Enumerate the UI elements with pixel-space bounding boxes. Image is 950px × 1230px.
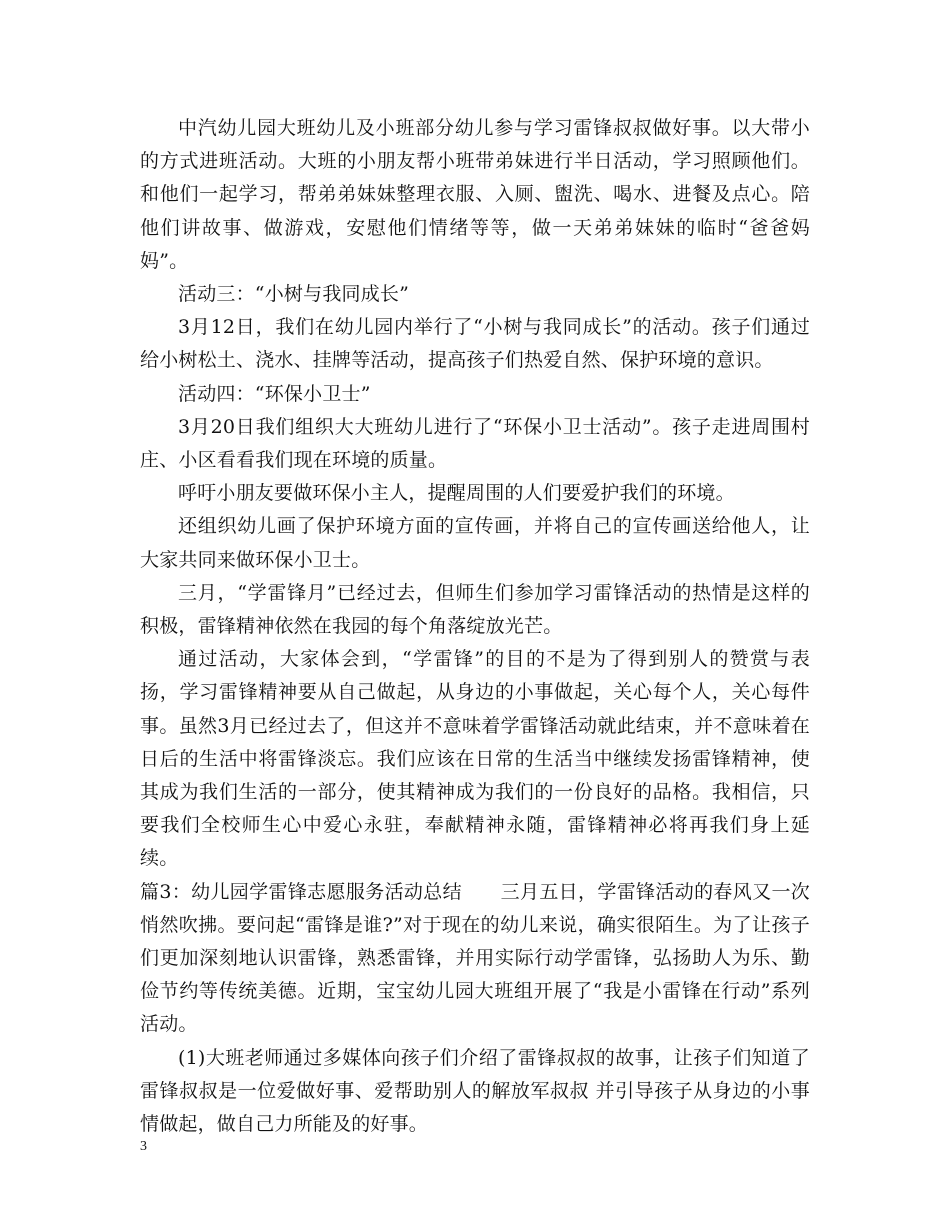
heading-activity-three: 活动三：“小树与我同成长” [178,283,410,306]
document-body [140,112,810,1141]
page-number: 3 [140,1139,147,1154]
paragraph-tree-activity: 3月12日，我们在幼儿园内举行了“小树与我同成长”的活动。孩子们通过给小树松土、浇水、挂牌等活动，提高孩子们热爱自然、保护环境的意识。 [140,316,810,372]
paragraph-march-summary: 三月，“学雷锋月”已经过去，但师生们参加学习雷锋活动的热情是这样的积极，雷锋精神依然在我园的每个角落绽放光芒。 [140,581,810,638]
paragraph-section-three: 篇3：幼儿园学雷锋志愿服务活动总结 三月五日，学雷锋活动的春风又一次悄然吹拂。要问起“雷锋是谁?”对于现在的幼儿来说，确实很陌生。为了让孩子们更加深刻地认识雷锋，熟悉雷锋，并用实际行动学雷锋，弘扬助人为乐、勤俭节约等传统美德。近期，宝宝幼儿园大班组开展了“我是小雷锋在行动”系列活动。 [140,880,810,1036]
paragraph-item-one: (1)大班老师通过多媒体向孩子们介绍了雷锋叔叔的故事，让孩子们知道了雷锋叔叔是一位爱做好事、爱帮助别人的解放军叔叔 并引导孩子从身边的小事情做起，做自己力所能及的好事。 [140,1046,810,1136]
paragraph-kindergarten-activity: 中汽幼儿园大班幼儿及小班部分幼儿参与学习雷锋叔叔做好事。以大带小的方式进班活动。大班的小朋友帮小班带弟妹进行半日活动，学习照顾他们。和他们一起学习，帮弟弟妹妹整理衣服、入厕、盥洗、喝水、进餐及点心。陪他们讲故事、做游戏，安慰他们情绪等等，做一天弟弟妹妹的临时“爸爸妈妈”。 [140,117,810,272]
paragraph-posters: 还组织幼儿画了保护环境方面的宣传画，并将自己的宣传画送给他人，让大家共同来做环保小卫士。 [140,515,810,571]
paragraph-call-to-action: 呼吁小朋友要做环保小主人，提醒周围的人们要爱护我们的环境。 [178,482,735,505]
paragraph-environment-activity: 3月20日我们组织大大班幼儿进行了“环保小卫士活动”。孩子走进周围村庄、小区看看我们现在环境的质量。 [140,415,810,472]
paragraph-reflection: 通过活动，大家体会到，“学雷锋”的目的不是为了得到别人的赞赏与表扬，学习雷锋精神要从自己做起，从身边的小事做起，关心每个人，关心每件事。虽然3月已经过去了，但这并不意味着学雷锋活动就此结束，并不意味着在日后的生活中将雷锋淡忘。我们应该在日常的生活当中继续发扬雷锋精神，使其成为我们生活的一部分，使其精神成为我们的一份良好的品格。我相信，只要我们全校师生心中爱心永驻，奉献精神永随，雷锋精神必将再我们身上延续。 [140,648,810,870]
heading-activity-four: 活动四：“环保小卫士” [178,382,371,405]
